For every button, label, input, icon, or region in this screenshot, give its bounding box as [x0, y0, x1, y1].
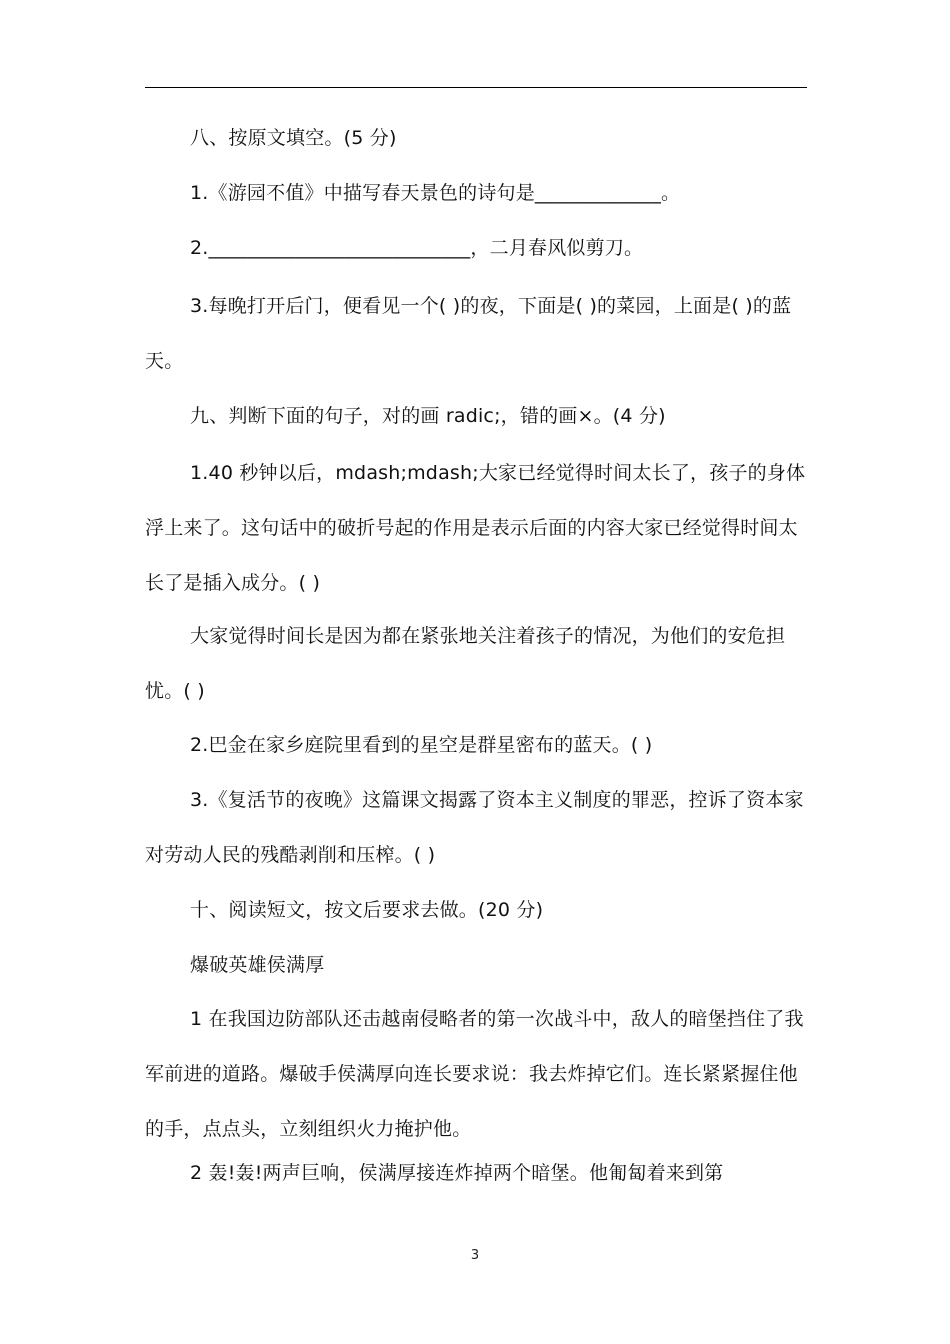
page-number: 3: [470, 1248, 480, 1263]
section-9-heading: 九、判断下面的句子，对的画 radic;，错的画×。(4 分): [190, 405, 666, 427]
section-10-heading: 十、阅读短文，按文后要求去做。(20 分): [190, 899, 544, 921]
question-9-3: 3.《复活节的夜晚》这篇课文揭露了资本主义制度的罪恶，控诉了资本家对劳动人民的残酷剥削和压榨。( ): [145, 789, 804, 866]
question-9-1-b: 大家觉得时间长是因为都在紧张地关注着孩子的情况，为他们的安危担忧。( ): [145, 625, 786, 702]
passage-paragraph-2: 2 轰!轰!两声巨响，侯满厚接连炸掉两个暗堡。他匍匐着来到第: [190, 1162, 724, 1184]
passage-title: 爆破英雄侯满厚: [190, 954, 325, 976]
section-8-heading: 八、按原文填空。(5 分): [190, 127, 397, 149]
question-9-2: 2.巴金在家乡庭院里看到的星空是群星密布的蓝天。( ): [190, 734, 653, 756]
question-8-2: 2.___________________________，二月春风似剪刀。: [190, 237, 644, 259]
question-9-1: 1.40 秒钟以后，mdash;mdash;大家已经觉得时间太长了，孩子的身体浮上来了。这句话中的破折号起的作用是表示后面的内容大家已经觉得时间太长了是插入成分。( ): [145, 462, 806, 594]
header-rule: [145, 87, 807, 88]
passage-paragraph-1: 1 在我国边防部队还击越南侵略者的第一次战斗中，敌人的暗堡挡住了我军前进的道路。爆破手侯满厚向连长要求说：我去炸掉它们。连长紧紧握住他的手，点点头，立刻组织火力掩护他。: [145, 1008, 804, 1140]
question-8-3: 3.每晚打开后门，便看见一个( )的夜，下面是( )的菜园，上面是( )的蓝天。: [145, 295, 792, 372]
question-8-1: 1.《游园不值》中描写春天景色的诗句是_____________。: [190, 182, 681, 204]
